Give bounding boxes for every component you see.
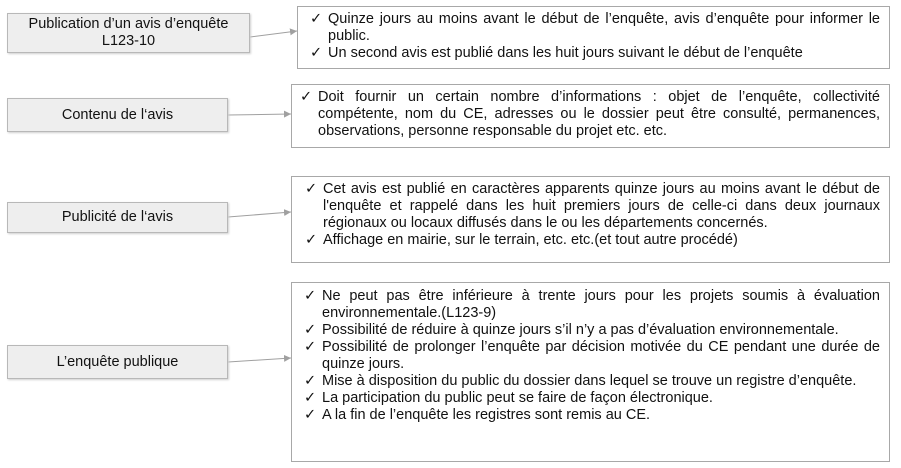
label-enquete-publique <box>7 345 228 379</box>
check-icon: ✓ <box>304 373 317 389</box>
list-item: ✓ Un second avis est publié dans les huit jours suivant le début de l’enquête <box>310 45 803 61</box>
check-icon: ✓ <box>310 11 323 27</box>
list-item: ✓ La participation du public peut se faire de façon électronique. <box>304 390 713 406</box>
box-publication-avis <box>297 6 890 69</box>
connector-arrow <box>228 358 291 362</box>
connector-arrow <box>228 212 291 217</box>
box-enquete-publique <box>291 282 890 462</box>
list-item: ✓ Mise à disposition du public du dossier dans lequel se trouve un registre d’enquête. <box>304 373 857 389</box>
check-icon: ✓ <box>305 232 318 248</box>
check-icon: ✓ <box>304 339 317 355</box>
label-text: Publication d’un avis d’enquête L123-10 <box>28 16 229 49</box>
label-text: Contenu de l‘avis <box>61 106 174 123</box>
check-icon: ✓ <box>304 407 317 423</box>
check-icon: ✓ <box>300 89 313 105</box>
list-item: ✓ Ne peut pas être inférieure à trente jours pour les projets soumis à évaluation environnementale.(L123-9) <box>304 288 880 321</box>
box-contenu-avis <box>291 84 890 148</box>
list-item: ✓ A la fin de l’enquête les registres sont remis au CE. <box>304 407 651 423</box>
check-icon: ✓ <box>304 390 317 406</box>
label-contenu-avis <box>7 98 228 132</box>
list-item: ✓ Possibilité de prolonger l’enquête par décision motivée du CE pendant une durée de quinze jours. <box>304 339 880 372</box>
label-publicite-avis <box>7 202 228 233</box>
label-text: Publicité de l‘avis <box>61 209 174 225</box>
connector-arrow <box>228 114 291 115</box>
label-publication-avis <box>7 13 250 53</box>
list-item: ✓ Possibilité de réduire à quinze jours s’il n’y a pas d’évaluation environnementale. <box>304 322 839 338</box>
list-item: ✓ Cet avis est publié en caractères apparents quinze jours au moins avant le début de l'enquête et rappelé dans les huit premiers jours de celle-ci dans deux journaux régionaux ou locaux diffusés dans le ou les départements concernés. <box>305 181 880 231</box>
check-icon: ✓ <box>305 181 318 197</box>
box-publicite-avis <box>291 176 890 263</box>
list-item: ✓ Doit fournir un certain nombre d’informations : objet de l’enquête, collectivité compétente, nom du CE, adresses ou le dossier peut être consulté, permanences, observations, personne responsable du projet etc. etc. <box>300 89 880 139</box>
check-icon: ✓ <box>304 288 317 304</box>
connector-arrow <box>250 31 297 37</box>
check-icon: ✓ <box>310 45 323 61</box>
list-item: ✓ Affichage en mairie, sur le terrain, etc. etc.(et tout autre procédé) <box>305 232 738 248</box>
label-text: L’enquête publique <box>56 353 179 370</box>
list-item: ✓ Quinze jours au moins avant le début de l’enquête, avis d’enquête pour informer le public. <box>310 11 880 44</box>
check-icon: ✓ <box>304 322 317 338</box>
